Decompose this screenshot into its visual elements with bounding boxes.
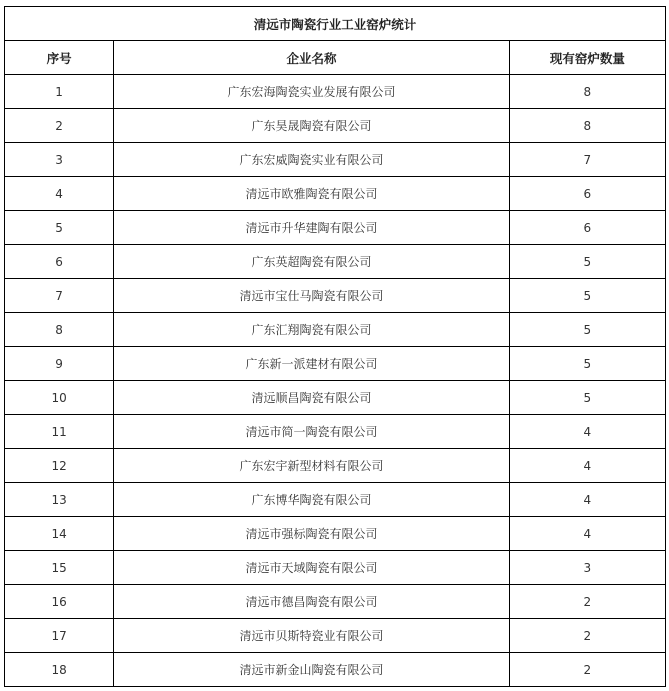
kiln-count: 6 — [509, 211, 665, 245]
company-name: 广东宏宇新型材料有限公司 — [114, 449, 510, 483]
table-row — [5, 177, 666, 211]
company-name: 广东宏威陶瓷实业有限公司 — [114, 143, 510, 177]
row-index: 5 — [5, 211, 114, 245]
table-title: 清远市陶瓷行业工业窑炉统计 — [5, 7, 666, 41]
company-name: 广东汇翔陶瓷有限公司 — [114, 313, 510, 347]
kiln-count: 4 — [509, 517, 665, 551]
table-header-row — [5, 41, 666, 75]
company-name: 广东博华陶瓷有限公司 — [114, 483, 510, 517]
table-row — [5, 347, 666, 381]
table-row — [5, 211, 666, 245]
company-name: 清远市天域陶瓷有限公司 — [114, 551, 510, 585]
table-row — [5, 551, 666, 585]
table-row — [5, 483, 666, 517]
company-name: 清远市贝斯特瓷业有限公司 — [114, 619, 510, 653]
table-row — [5, 109, 666, 143]
row-index: 4 — [5, 177, 114, 211]
company-name: 清远顺昌陶瓷有限公司 — [114, 381, 510, 415]
row-index: 12 — [5, 449, 114, 483]
row-index: 7 — [5, 279, 114, 313]
table-row — [5, 279, 666, 313]
row-index: 10 — [5, 381, 114, 415]
table-row — [5, 313, 666, 347]
company-name: 清远市升华建陶有限公司 — [114, 211, 510, 245]
kiln-count: 5 — [509, 279, 665, 313]
kiln-count: 5 — [509, 347, 665, 381]
table-row — [5, 143, 666, 177]
company-name: 清远市新金山陶瓷有限公司 — [114, 653, 510, 687]
company-name: 广东新一派建材有限公司 — [114, 347, 510, 381]
table-row — [5, 619, 666, 653]
row-index: 2 — [5, 109, 114, 143]
table-title-row — [5, 7, 666, 41]
company-name: 清远市简一陶瓷有限公司 — [114, 415, 510, 449]
row-index: 17 — [5, 619, 114, 653]
table-row — [5, 449, 666, 483]
row-index: 8 — [5, 313, 114, 347]
kiln-count: 6 — [509, 177, 665, 211]
kiln-count: 2 — [509, 653, 665, 687]
header-company-name: 企业名称 — [114, 41, 510, 75]
table-row — [5, 245, 666, 279]
row-index: 16 — [5, 585, 114, 619]
kiln-count: 4 — [509, 483, 665, 517]
row-index: 9 — [5, 347, 114, 381]
header-kiln-count: 现有窑炉数量 — [509, 41, 665, 75]
company-name: 广东英超陶瓷有限公司 — [114, 245, 510, 279]
table-row — [5, 415, 666, 449]
company-name: 广东昊晟陶瓷有限公司 — [114, 109, 510, 143]
kiln-count: 8 — [509, 109, 665, 143]
kiln-count: 4 — [509, 449, 665, 483]
row-index: 11 — [5, 415, 114, 449]
kiln-statistics-table — [4, 6, 666, 687]
row-index: 6 — [5, 245, 114, 279]
table-row — [5, 585, 666, 619]
row-index: 3 — [5, 143, 114, 177]
row-index: 15 — [5, 551, 114, 585]
company-name: 清远市德昌陶瓷有限公司 — [114, 585, 510, 619]
company-name: 清远市强标陶瓷有限公司 — [114, 517, 510, 551]
table-row — [5, 75, 666, 109]
company-name: 广东宏海陶瓷实业发展有限公司 — [114, 75, 510, 109]
company-name: 清远市欧雅陶瓷有限公司 — [114, 177, 510, 211]
kiln-count: 5 — [509, 381, 665, 415]
kiln-count: 4 — [509, 415, 665, 449]
row-index: 18 — [5, 653, 114, 687]
company-name: 清远市宝仕马陶瓷有限公司 — [114, 279, 510, 313]
row-index: 13 — [5, 483, 114, 517]
kiln-count: 2 — [509, 585, 665, 619]
kiln-count: 5 — [509, 313, 665, 347]
kiln-count: 2 — [509, 619, 665, 653]
kiln-count: 8 — [509, 75, 665, 109]
table-row — [5, 653, 666, 687]
table-row — [5, 517, 666, 551]
kiln-count: 3 — [509, 551, 665, 585]
row-index: 1 — [5, 75, 114, 109]
kiln-count: 7 — [509, 143, 665, 177]
header-index: 序号 — [5, 41, 114, 75]
kiln-count: 5 — [509, 245, 665, 279]
table-row — [5, 381, 666, 415]
row-index: 14 — [5, 517, 114, 551]
